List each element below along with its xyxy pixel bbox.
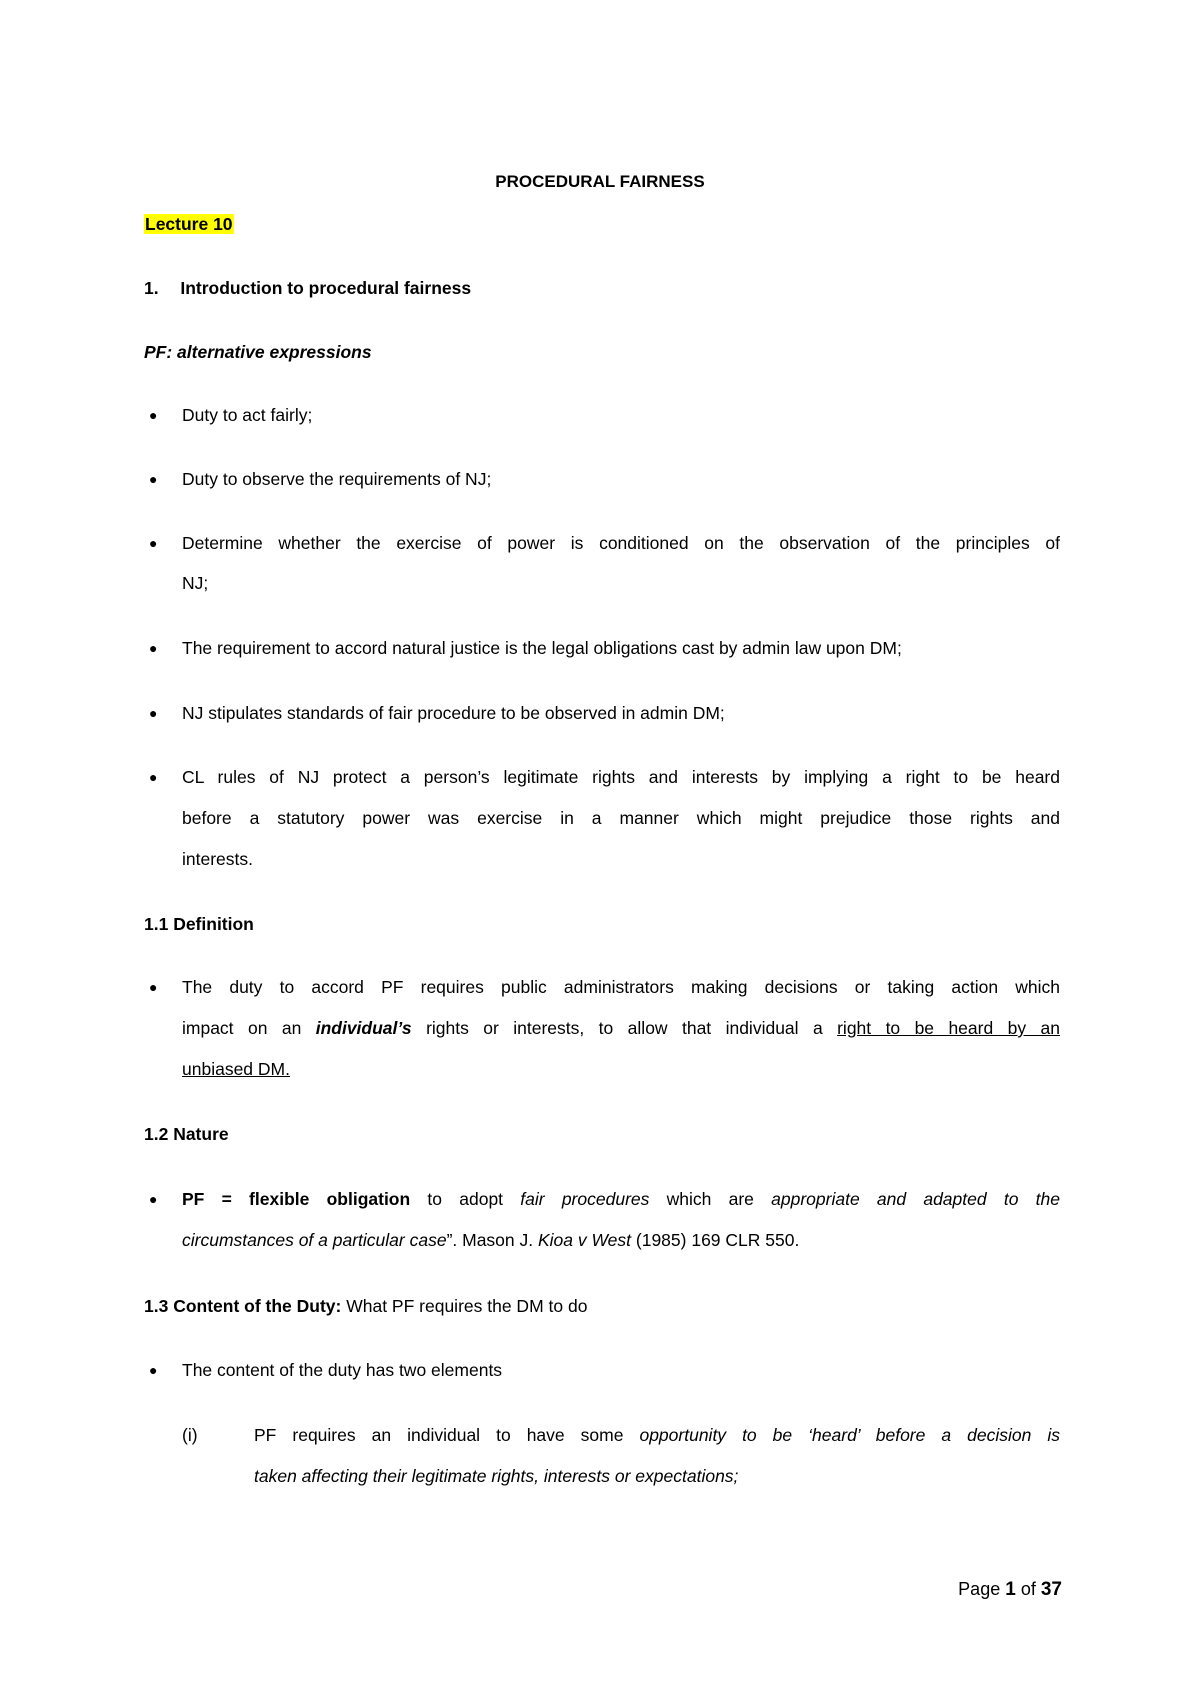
section-1-3-subtitle: What PF requires the DM to do bbox=[341, 1296, 588, 1316]
definition-text: rights or interests, to allow that individual a bbox=[411, 1018, 838, 1038]
footer-total-pages: 37 bbox=[1040, 1579, 1062, 1600]
bullet-icon: ● bbox=[149, 1191, 158, 1207]
nature-bold: PF = flexible obligation bbox=[182, 1189, 411, 1209]
pf-subheading: PF: alternative expressions bbox=[144, 342, 372, 362]
bullet-text: CL rules of NJ protect a person’s legitimate rights and interests by implying a right to be heard bbox=[182, 767, 1060, 787]
definition-line-3 bbox=[182, 1059, 1060, 1080]
item-line-2: taken affecting their legitimate rights, interests or expectations; bbox=[254, 1466, 739, 1486]
section-1-3-heading bbox=[144, 1296, 587, 1317]
item-italic: opportunity to be ‘heard’ before a decision is bbox=[639, 1425, 1060, 1445]
case-citation: (1985) 169 CLR 550. bbox=[631, 1230, 800, 1250]
section-1-title: Introduction to procedural fairness bbox=[180, 278, 472, 298]
bullet-text: The content of the duty has two elements bbox=[182, 1360, 503, 1380]
nature-line-1 bbox=[182, 1189, 1060, 1210]
bullet-text: Duty to observe the requirements of NJ; bbox=[182, 469, 492, 489]
definition-underlined: unbiased DM. bbox=[182, 1059, 290, 1079]
lecture-label bbox=[144, 214, 234, 235]
bullet-icon: ● bbox=[149, 769, 158, 785]
bullet-text: NJ stipulates standards of fair procedure to be observed in admin DM; bbox=[182, 703, 725, 723]
bullet-icon: ● bbox=[149, 979, 158, 995]
bullet-icon: ● bbox=[149, 640, 158, 656]
definition-line-2 bbox=[182, 1018, 1060, 1039]
footer-current-page: 1 bbox=[1005, 1579, 1016, 1600]
section-1-heading bbox=[144, 278, 471, 299]
definition-line-1: The duty to accord PF requires public administrators making decisions or taking action which bbox=[182, 977, 1060, 997]
item-line-1 bbox=[254, 1425, 1060, 1446]
definition-text: impact on an bbox=[182, 1018, 316, 1038]
bullet-icon: ● bbox=[149, 407, 158, 423]
bullet-icon: ● bbox=[149, 535, 158, 551]
footer-page-word: Page bbox=[958, 1579, 1001, 1599]
page-footer bbox=[958, 1579, 1062, 1601]
nature-italic: appropriate and adapted to the bbox=[771, 1189, 1060, 1209]
section-1-2-heading: 1.2 Nature bbox=[144, 1124, 229, 1144]
section-1-3-label: 1.3 Content of the Duty: bbox=[144, 1296, 342, 1316]
bullet-text-continued: NJ; bbox=[182, 573, 209, 593]
definition-emphasis: individual’s bbox=[315, 1018, 412, 1038]
bullet-icon: ● bbox=[149, 471, 158, 487]
document-title: PROCEDURAL FAIRNESS bbox=[495, 172, 705, 191]
bullet-text-continued: before a statutory power was exercise in a manner which might prejudice those rights and bbox=[182, 808, 1060, 828]
case-name: Kioa v West bbox=[537, 1230, 632, 1250]
section-1-number: 1. bbox=[144, 278, 159, 298]
bullet-icon: ● bbox=[149, 705, 158, 721]
item-label: (i) bbox=[182, 1425, 198, 1445]
section-1-1-heading: 1.1 Definition bbox=[144, 914, 254, 934]
nature-text: ”. Mason J. bbox=[446, 1230, 538, 1250]
item-text: PF requires an individual to have some bbox=[254, 1425, 640, 1445]
bullet-text-continued: interests. bbox=[182, 849, 253, 869]
nature-line-2 bbox=[182, 1230, 1060, 1251]
nature-text: to adopt bbox=[410, 1189, 521, 1209]
definition-underlined: right to be heard by an bbox=[837, 1018, 1060, 1038]
bullet-text: The requirement to accord natural justice is the legal obligations cast by admin law upon DM; bbox=[182, 638, 902, 658]
bullet-text: Determine whether the exercise of power is conditioned on the observation of the principles of bbox=[182, 533, 1060, 553]
lecture-highlight: Lecture 10 bbox=[145, 214, 233, 234]
nature-italic: circumstances of a particular case bbox=[182, 1230, 447, 1250]
nature-text: which are bbox=[649, 1189, 772, 1209]
footer-of-word: of bbox=[1020, 1579, 1036, 1599]
bullet-icon: ● bbox=[149, 1362, 158, 1378]
nature-italic: fair procedures bbox=[520, 1189, 650, 1209]
bullet-text: Duty to act fairly; bbox=[182, 405, 313, 425]
